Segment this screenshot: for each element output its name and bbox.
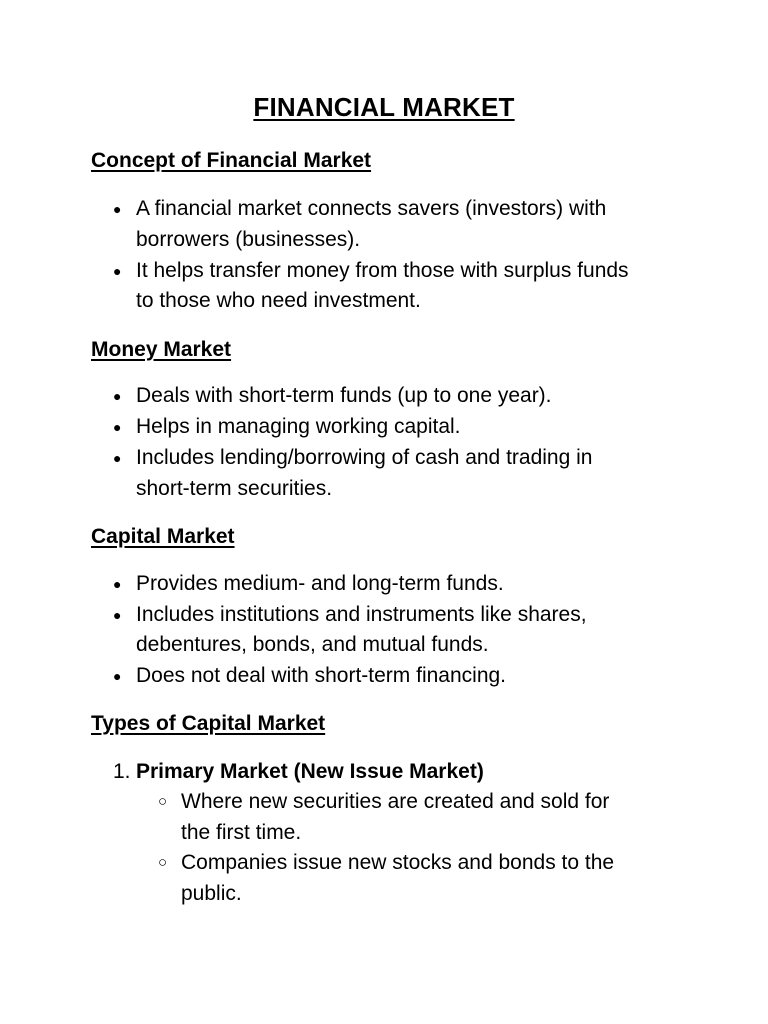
sub-list-item-text-continued: public.: [181, 882, 242, 905]
section-heading-money-market: Money Market: [91, 338, 232, 361]
bullet-icon: ●: [113, 607, 122, 623]
bullet-icon: ●: [113, 419, 122, 435]
list-item-text-continued: borrowers (businesses).: [136, 228, 361, 251]
section-heading-capital-market: Capital Market: [91, 525, 235, 548]
list-number: 1.: [113, 760, 131, 783]
bullet-icon: ●: [113, 201, 122, 217]
list-item-text-continued: debentures, bonds, and mutual funds.: [136, 633, 489, 656]
sub-bullet-icon: ○: [158, 854, 168, 871]
section-heading-concept: Concept of Financial Market: [91, 149, 372, 172]
list-item-text-continued: to those who need investment.: [136, 289, 421, 312]
section-heading-types-of-capital-market: Types of Capital Market: [91, 712, 326, 735]
list-item-text: A financial market connects savers (investors) with: [136, 197, 607, 220]
sub-list-item-text: Companies issue new stocks and bonds to the: [181, 851, 615, 874]
numbered-item-label: Primary Market (New Issue Market): [136, 760, 484, 783]
list-item-text: Includes lending/borrowing of cash and trading in: [136, 446, 593, 469]
list-item-text-continued: short-term securities.: [136, 477, 333, 500]
bullet-icon: ●: [113, 263, 122, 279]
bullet-icon: ●: [113, 668, 122, 684]
list-item-text: Does not deal with short-term financing.: [136, 664, 507, 687]
sub-list-item-text: Where new securities are created and sold for: [181, 790, 610, 813]
bullet-icon: ●: [113, 450, 122, 466]
document-title: FINANCIAL MARKET: [253, 92, 515, 122]
list-item-text: Includes institutions and instruments like shares,: [136, 603, 587, 626]
sub-bullet-icon: ○: [158, 793, 168, 810]
list-item-text: It helps transfer money from those with surplus funds: [136, 259, 629, 282]
list-item-text: Deals with short-term funds (up to one year).: [136, 384, 552, 407]
bullet-icon: ●: [113, 576, 122, 592]
bullet-icon: ●: [113, 388, 122, 404]
sub-list-item-text-continued: the first time.: [181, 821, 302, 844]
list-item-text: Helps in managing working capital.: [136, 415, 461, 438]
list-item-text: Provides medium- and long-term funds.: [136, 572, 504, 595]
